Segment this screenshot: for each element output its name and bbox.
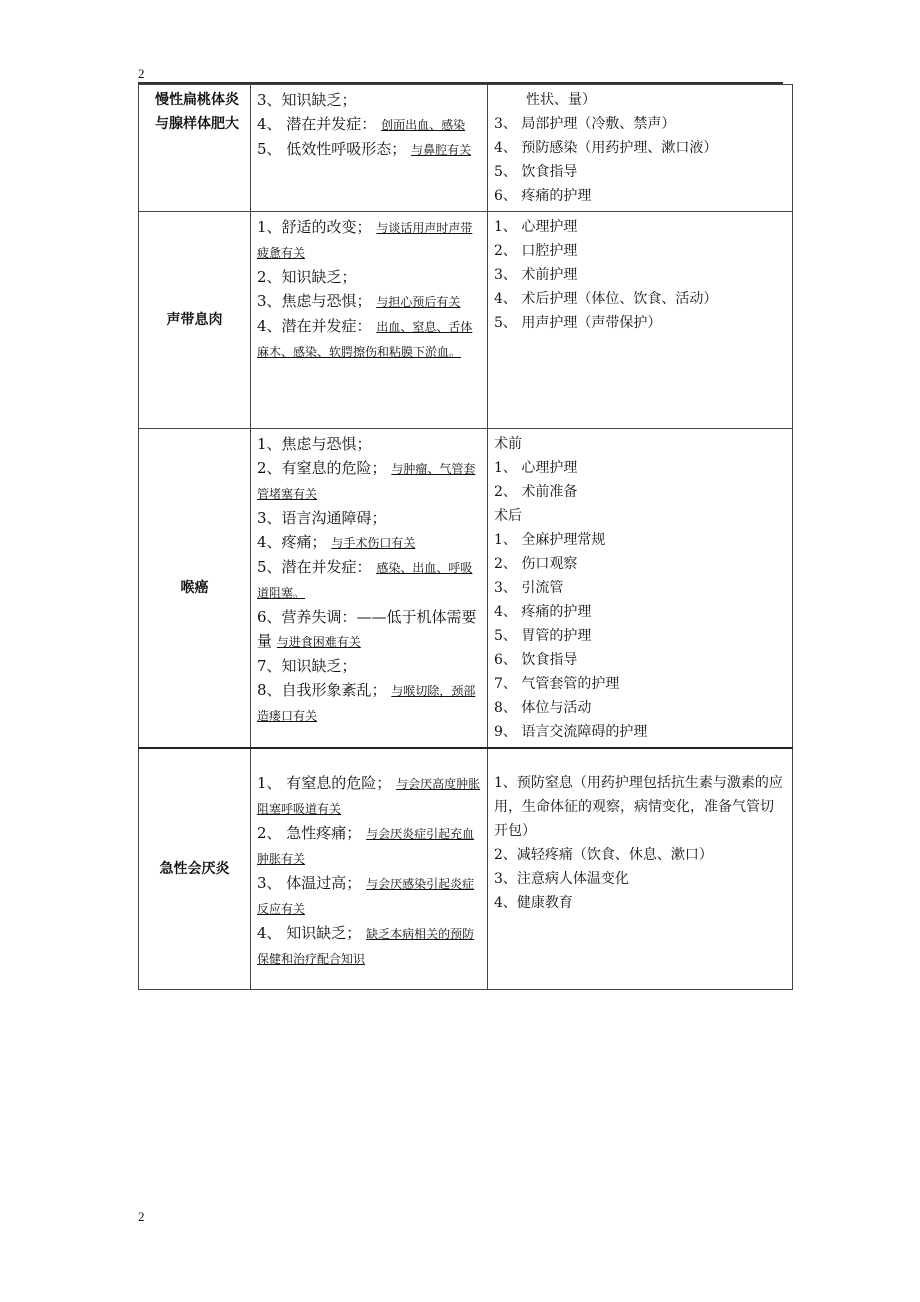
diagnosis-text: 4、 知识缺乏；: [257, 924, 362, 942]
disease-name: [139, 748, 251, 989]
disease-name: [139, 212, 251, 429]
nursing-item: 4、健康教育: [494, 895, 573, 911]
nursing-cell: [488, 212, 793, 429]
diagnosis-text: 4、潜在并发症：: [257, 317, 372, 335]
diagnosis-note: 与手术伤口有关: [331, 536, 416, 550]
diagnosis-note: 感染、出血、呼吸道阻塞。: [257, 561, 473, 600]
diagnosis-cell: [251, 748, 488, 989]
nursing-item: 7、 气管套管的护理: [494, 676, 620, 692]
diagnosis-item: [257, 530, 481, 555]
diagnosis-text: 4、疼痛；: [257, 533, 327, 551]
nursing-item: 2、 伤口观察: [494, 556, 578, 572]
nursing-section-label: 术前: [494, 436, 522, 452]
diagnosis-item: [257, 871, 481, 921]
diagnosis-item: [257, 771, 481, 821]
diagnosis-item: [257, 215, 481, 265]
diagnosis-text: 1、焦虑与恐惧；: [257, 435, 372, 453]
diagnosis-item: [257, 921, 481, 971]
diagnosis-note: 与喉切除，颈部造瘘口有关: [257, 684, 476, 723]
nursing-item: 9、 语言交流障碍的护理: [494, 724, 648, 740]
diagnosis-item: [257, 821, 481, 871]
diagnosis-note: 与鼻腔有关: [411, 143, 472, 157]
nursing-item: 5、 用声护理（声带保护）: [494, 315, 662, 331]
nursing-item: 6、 疼痛的护理: [494, 188, 592, 204]
nursing-item: 4、 术后护理（体位、饮食、活动）: [494, 291, 718, 307]
diagnosis-text: 1、 有窒息的危险；: [257, 774, 392, 792]
nursing-item: 2、减轻疼痛（饮食、休息、漱口）: [494, 847, 713, 863]
diagnosis-text: 2、有窒息的危险；: [257, 459, 387, 477]
diagnosis-text: 5、 低效性呼吸形态；: [257, 140, 407, 158]
diagnosis-cell: [251, 429, 488, 749]
nursing-item: 3、注意病人体温变化: [494, 871, 629, 887]
diagnosis-text: 2、知识缺乏；: [257, 268, 357, 286]
diagnosis-item: [257, 678, 481, 728]
diagnosis-text: 1、舒适的改变；: [257, 218, 372, 236]
nursing-item: 5、 胃管的护理: [494, 628, 592, 644]
nursing-section-label: 术后: [494, 508, 522, 524]
diagnosis-item: [257, 456, 481, 506]
diagnosis-text: 2、 急性疼痛；: [257, 824, 362, 842]
diagnosis-text: 7、知识缺乏；: [257, 657, 357, 675]
diagnosis-item: [257, 265, 481, 289]
nursing-item: 1、 全麻护理常规: [494, 532, 606, 548]
diagnosis-item: [257, 314, 481, 364]
diagnosis-note: 出血、窒息、舌体麻木、感染、软腭擦伤和粘膜下淤血。: [257, 320, 473, 359]
table-row: [139, 748, 793, 989]
diagnosis-item: [257, 555, 481, 605]
diagnosis-text: 6、营养失调：——低于机体需要量: [257, 608, 477, 650]
disease-label: 声带息肉: [166, 312, 223, 328]
diagnosis-note: 与会厌高度肿胀阻塞呼吸道有关: [257, 777, 481, 816]
nursing-item: 6、 饮食指导: [494, 652, 578, 668]
diagnosis-item: [257, 506, 481, 530]
nursing-table: [138, 84, 793, 990]
diagnosis-note: 与肿瘤、气管套管堵塞有关: [257, 462, 476, 501]
nursing-cell: [488, 85, 793, 212]
diagnosis-text: 4、 潜在并发症：: [257, 115, 377, 133]
diagnosis-note: 与会厌感染引起炎症反应有关: [257, 877, 475, 916]
diagnosis-text: 3、 体温过高；: [257, 874, 362, 892]
table-row: [139, 85, 793, 212]
nursing-item: 1、 心理护理: [494, 460, 578, 476]
diagnosis-cell: [251, 212, 488, 429]
nursing-item: 8、 体位与活动: [494, 700, 592, 716]
diagnosis-item: [257, 289, 481, 314]
nursing-item: 1、 心理护理: [494, 219, 578, 235]
nursing-item: 4、 预防感染（用药护理、漱口液）: [494, 140, 718, 156]
diagnosis-item: [257, 432, 481, 456]
nursing-item: 性状、量）: [526, 92, 596, 108]
diagnosis-item: [257, 654, 481, 678]
diagnosis-cell: [251, 85, 488, 212]
diagnosis-item: [257, 137, 481, 162]
nursing-item: 2、 口腔护理: [494, 243, 578, 259]
diagnosis-item: [257, 88, 481, 112]
table-row: [139, 212, 793, 429]
diagnosis-note: 与担心预后有关: [376, 295, 461, 309]
table-row: [139, 429, 793, 749]
nursing-item: 5、 饮食指导: [494, 164, 578, 180]
nursing-item: 4、 疼痛的护理: [494, 604, 592, 620]
disease-name: [139, 85, 251, 212]
page-number-top: 2: [138, 66, 145, 81]
nursing-cell: [488, 429, 793, 749]
diagnosis-note: 与会厌炎症引起充血肿胀有关: [257, 827, 475, 866]
diagnosis-item: [257, 605, 481, 654]
nursing-item: 3、 术前护理: [494, 267, 578, 283]
diagnosis-text: 3、焦虑与恐惧；: [257, 292, 372, 310]
diagnosis-text: 5、潜在并发症：: [257, 558, 372, 576]
disease-label: 急性会厌炎: [159, 860, 230, 877]
diagnosis-note: 与谈话用声时声带疲惫有关: [257, 221, 473, 260]
disease-label: 慢性扁桃体炎与腺样体肥大: [155, 92, 239, 132]
diagnosis-note: 创面出血、感染: [381, 118, 466, 132]
nursing-cell: [488, 748, 793, 989]
disease-name: [139, 429, 251, 749]
diagnosis-text: 3、语言沟通障碍；: [257, 509, 387, 527]
diagnosis-note: 缺乏本病相关的预防保健和治疗配合知识: [257, 927, 475, 966]
nursing-item: 1、预防窒息（用药护理包括抗生素与激素的应用，生命体征的观察，病情变化，准备气管切开包）: [494, 775, 783, 839]
diagnosis-item: [257, 112, 481, 137]
nursing-item: 3、 局部护理（冷敷、禁声）: [494, 116, 676, 132]
diagnosis-text: 3、知识缺乏；: [257, 91, 357, 109]
diagnosis-text: 8、自我形象紊乱；: [257, 681, 387, 699]
nursing-item: 2、 术前准备: [494, 484, 578, 500]
nursing-item: 3、 引流管: [494, 580, 564, 596]
disease-label: 喉癌: [180, 580, 209, 596]
diagnosis-note: 与进食困难有关: [276, 635, 361, 649]
page-number-bottom: 2: [138, 1209, 145, 1224]
